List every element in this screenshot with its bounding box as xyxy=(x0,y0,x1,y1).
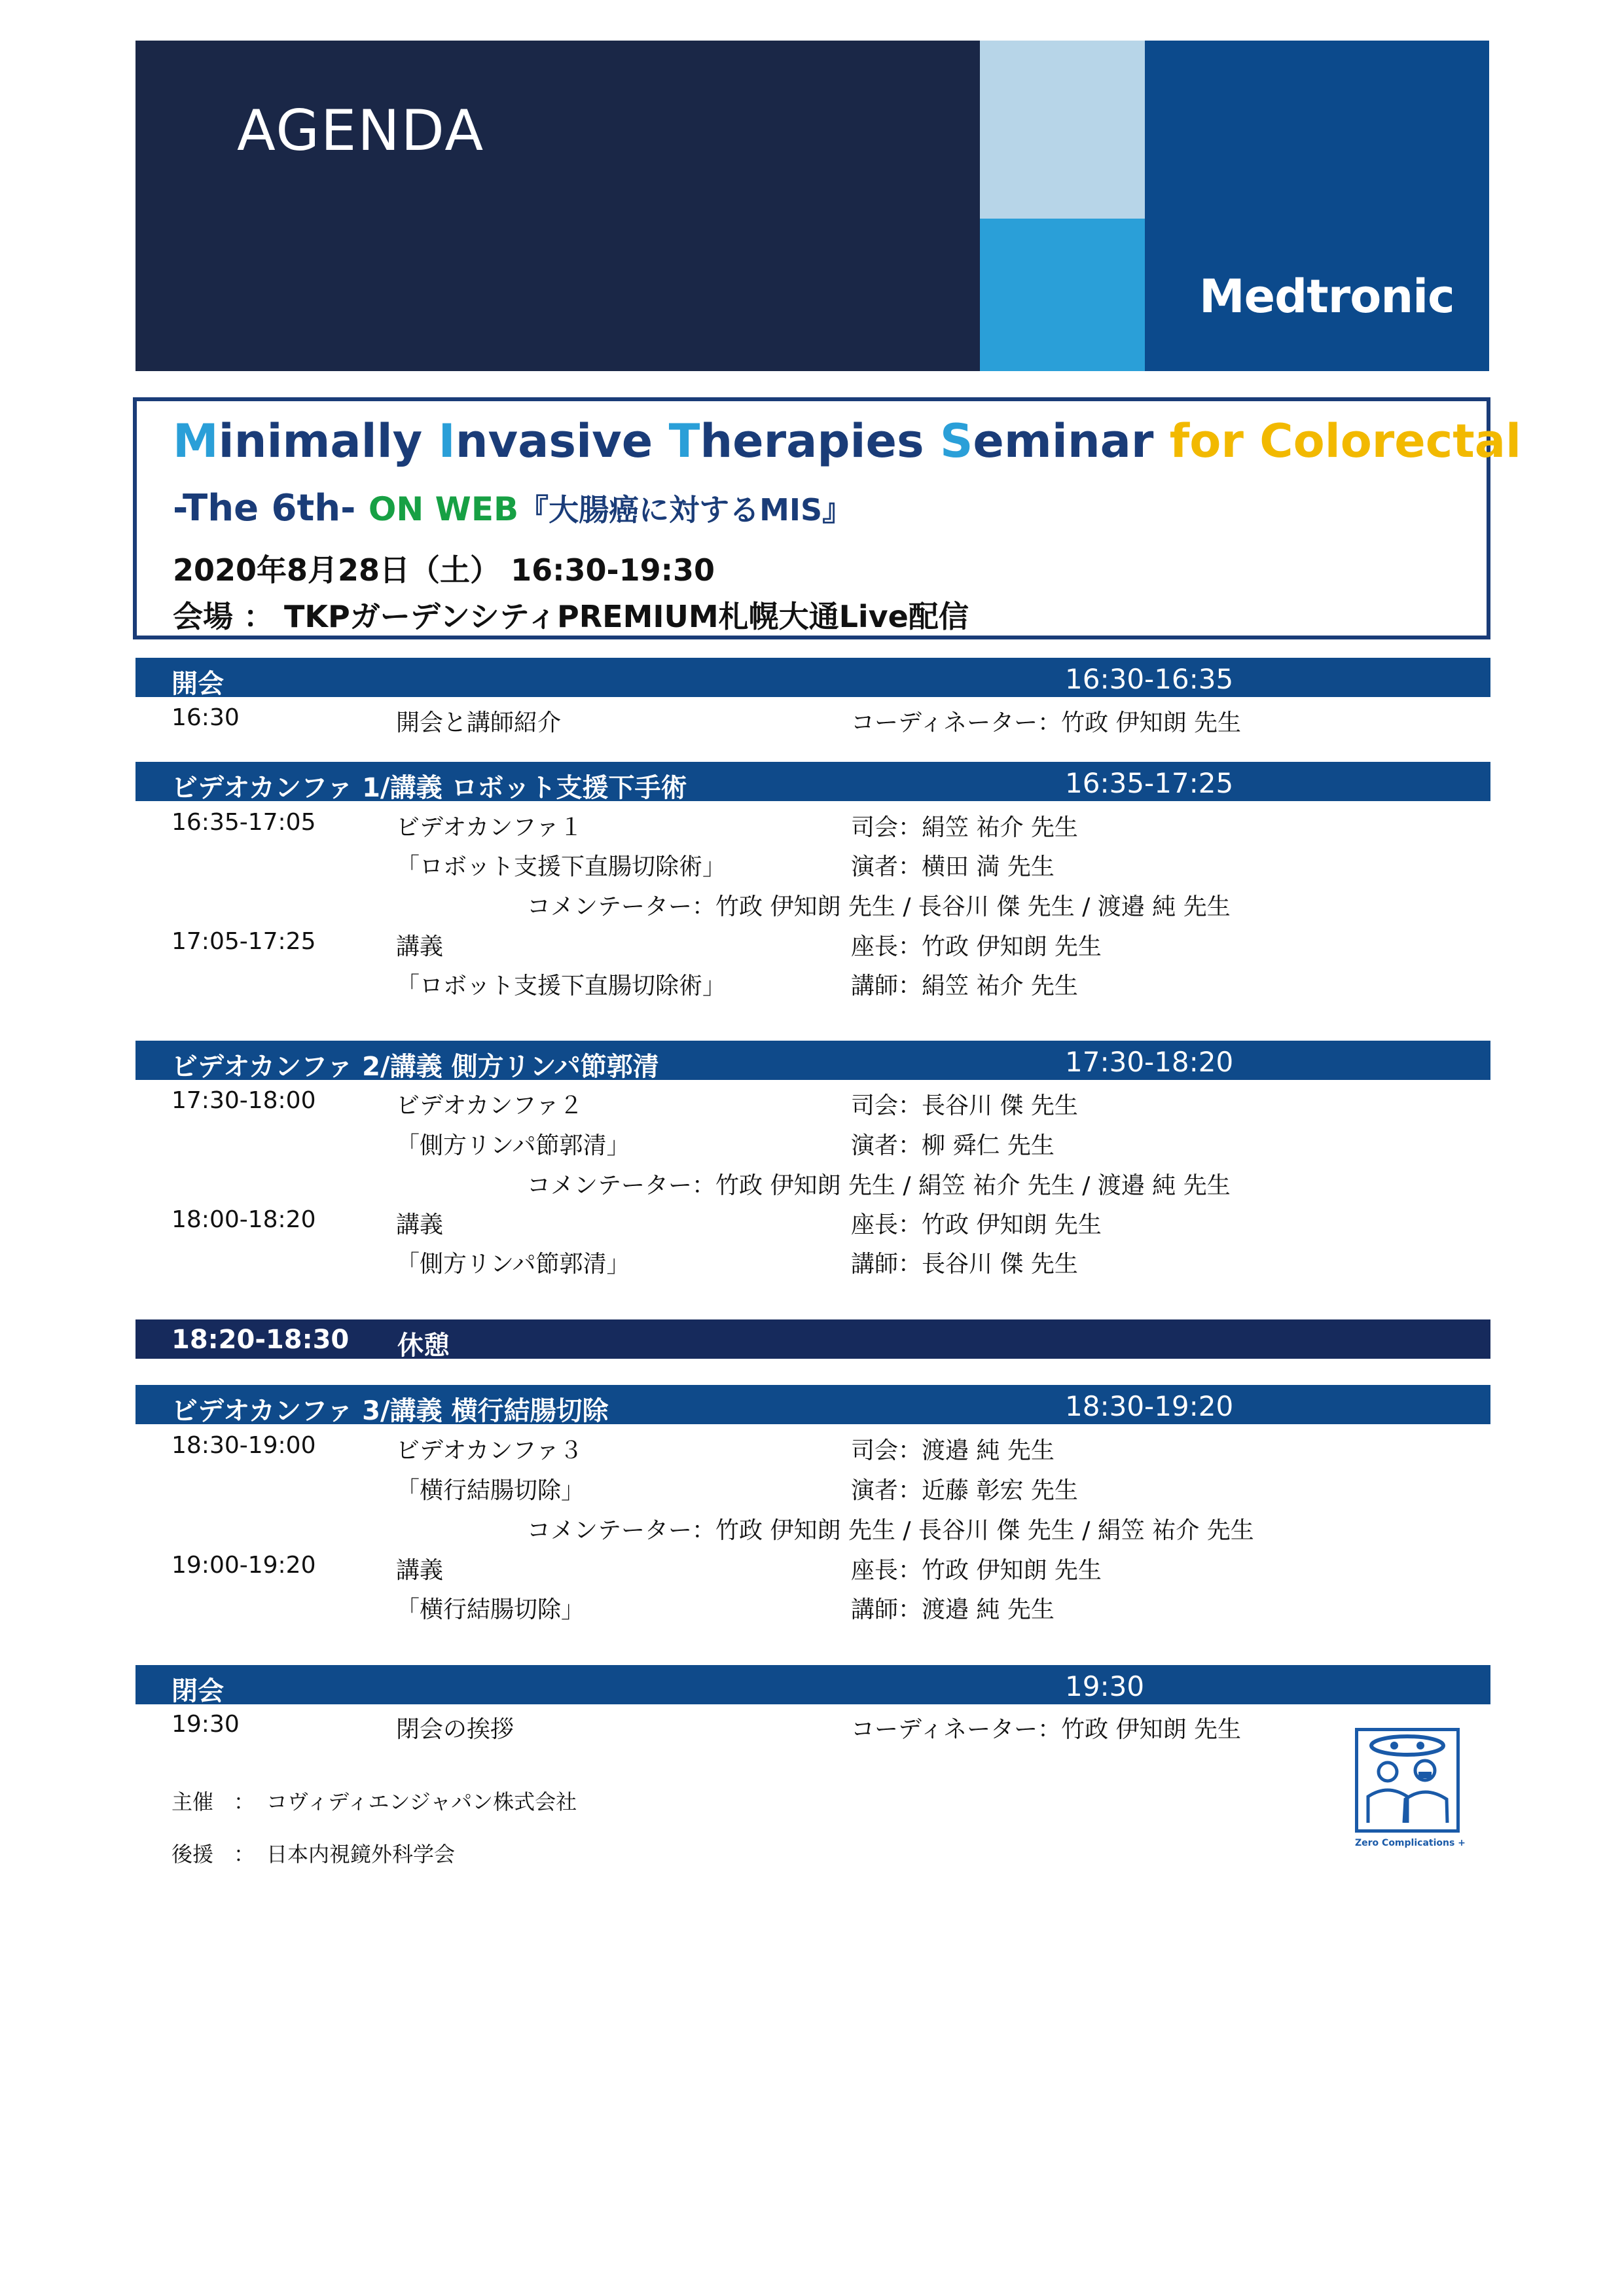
host-name: コヴィディエンジャパン株式会社 xyxy=(266,1789,577,1814)
row-commentator: コメンテーター：竹政 伊知朗 先生 / 長谷川 傑 先生 / 絹笠 祐介 先生 xyxy=(527,1517,1254,1544)
row-person: 座長：竹政 伊知朗 先生 xyxy=(851,1211,1102,1238)
header-banner xyxy=(135,41,1489,371)
row-time: 17:05-17:25 xyxy=(171,928,316,955)
medtronic-logo: Medtronic xyxy=(1199,270,1454,323)
support-label: 後援 xyxy=(171,1842,214,1867)
row-time: 19:00-19:20 xyxy=(171,1552,316,1579)
row-item: 「側方リンパ節郭清」 xyxy=(396,1132,630,1159)
seminar-title: Minimally Invasive Therapies Seminar for Colorectal xyxy=(173,414,1521,468)
support-separator: ： xyxy=(234,1842,255,1867)
row-person: 座長：竹政 伊知朗 先生 xyxy=(851,933,1102,960)
row-person: 座長：竹政 伊知朗 先生 xyxy=(851,1557,1102,1584)
banner-navy-block xyxy=(135,41,980,371)
row-person: 演者：近藤 彰宏 先生 xyxy=(851,1477,1078,1504)
seminar-venue: 会場 ： TKPガーデンシティPREMIUM札幌大通Live配信 xyxy=(173,599,969,634)
host-separator: ： xyxy=(234,1789,255,1814)
surgeons-icon xyxy=(1355,1728,1460,1833)
zero-complications-badge xyxy=(1355,1728,1466,1856)
row-item: ビデオカンファ２ xyxy=(396,1092,583,1119)
support-name: 日本内視鏡外科学会 xyxy=(266,1842,456,1867)
row-item: 「ロボット支援下直腸切除術」 xyxy=(396,973,727,999)
row-person: コーディネーター：竹政 伊知朗 先生 xyxy=(851,709,1242,736)
session-bar-3: ビデオカンファ 3/講義 横行結腸切除 18:30-19:20 xyxy=(135,1385,1490,1424)
row-commentator: コメンテーター：竹政 伊知朗 先生 / 絹笠 祐介 先生 / 渡邉 純 先生 xyxy=(527,1172,1231,1199)
row-person: 講師：渡邉 純 先生 xyxy=(851,1596,1055,1623)
row-item: 講義 xyxy=(396,1211,444,1238)
on-web-label: ON WEB xyxy=(368,490,519,528)
session-bar-closing: 閉会 19:30 xyxy=(135,1665,1490,1704)
row-item: 「横行結腸切除」 xyxy=(396,1477,585,1504)
row-person: 司会：渡邉 純 先生 xyxy=(851,1437,1055,1464)
break-bar: 18:20-18:30 休憩 xyxy=(135,1319,1490,1359)
row-item: 講義 xyxy=(396,933,444,960)
row-item: 講義 xyxy=(396,1557,444,1584)
row-time: 18:00-18:20 xyxy=(171,1206,316,1233)
row-item: 「側方リンパ節郭清」 xyxy=(396,1251,630,1278)
row-item: 閉会の挨拶 xyxy=(396,1716,514,1743)
row-item: 「ロボット支援下直腸切除術」 xyxy=(396,853,727,880)
session-bar-2: ビデオカンファ 2/講義 側方リンパ節郭清 17:30-18:20 xyxy=(135,1041,1490,1080)
seminar-date: 2020年8月28日（土） 16:30-19:30 xyxy=(173,552,715,588)
row-item: 「横行結腸切除」 xyxy=(396,1596,585,1623)
row-time: 16:35-17:05 xyxy=(171,809,316,836)
agenda-title: AGENDA xyxy=(237,98,485,164)
seminar-title-box xyxy=(133,397,1521,639)
row-item: ビデオカンファ１ xyxy=(396,814,583,841)
host-label: 主催 xyxy=(171,1789,214,1814)
row-person: 演者：柳 舜仁 先生 xyxy=(851,1132,1055,1159)
row-person: 演者：横田 満 先生 xyxy=(851,853,1055,880)
title-suffix: for Colorectal xyxy=(1169,414,1521,468)
row-person: 司会：長谷川 傑 先生 xyxy=(851,1092,1078,1119)
edition: -The 6th- xyxy=(173,487,356,529)
row-person: 講師：長谷川 傑 先生 xyxy=(851,1251,1078,1278)
subtitle-text: 『大腸癌に対するMIS』 xyxy=(518,492,853,528)
session-bar-opening: 開会 16:30-16:35 xyxy=(135,658,1490,697)
row-person: コーディネーター：竹政 伊知朗 先生 xyxy=(851,1716,1242,1743)
row-commentator: コメンテーター：竹政 伊知朗 先生 / 長谷川 傑 先生 / 渡邉 純 先生 xyxy=(527,893,1231,920)
row-time: 19:30 xyxy=(171,1711,240,1738)
row-time: 16:30 xyxy=(171,704,240,731)
row-person: 講師：絹笠 祐介 先生 xyxy=(851,973,1078,999)
session-bar-1: ビデオカンファ 1/講義 ロボット支援下手術 16:35-17:25 xyxy=(135,762,1490,801)
row-time: 17:30-18:00 xyxy=(171,1087,316,1114)
row-person: 司会：絹笠 祐介 先生 xyxy=(851,814,1078,841)
seminar-subtitle xyxy=(173,486,852,529)
banner-sky-block xyxy=(980,219,1145,371)
row-time: 18:30-19:00 xyxy=(171,1432,316,1459)
badge-caption: Zero Complications + xyxy=(1355,1838,1466,1848)
row-item: 開会と講師紹介 xyxy=(396,709,562,736)
row-item: ビデオカンファ３ xyxy=(396,1437,583,1464)
banner-light-block xyxy=(980,41,1145,219)
